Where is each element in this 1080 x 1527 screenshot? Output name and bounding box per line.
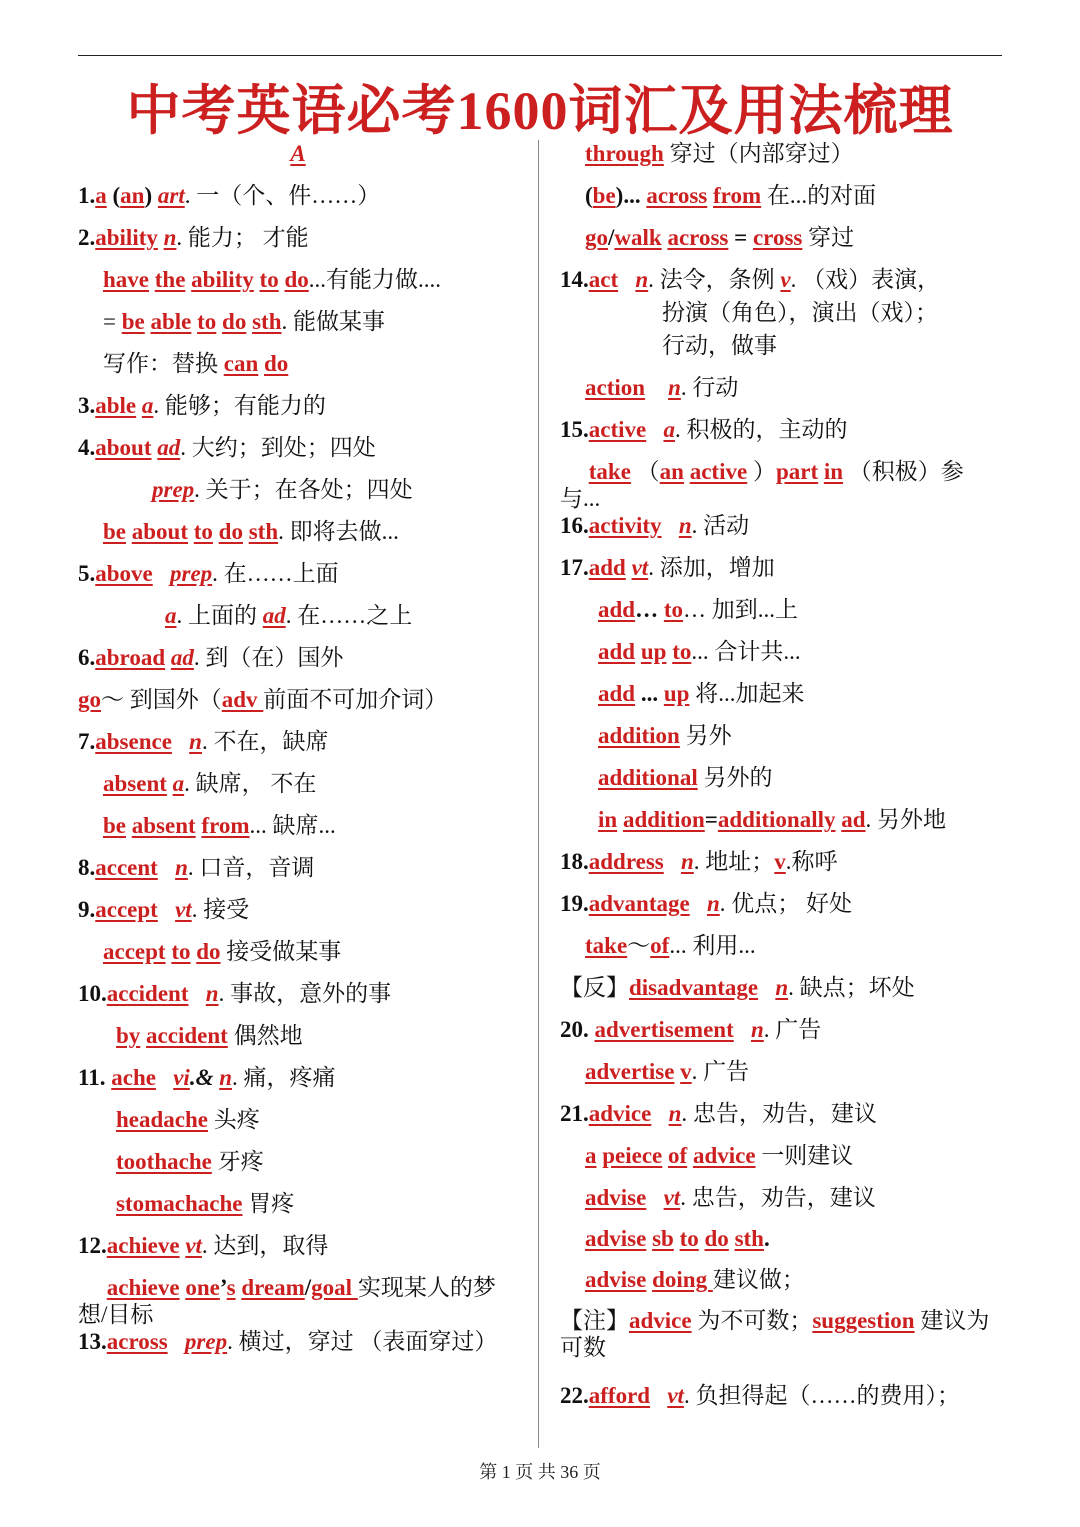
entry-4-prep: prep. 关于；在各处；四处 [152,477,413,502]
entry-4: 4.about ad. 大约；到处；四处 [78,435,376,460]
phrase-across-from: (be)... across from 在...的对面 [585,183,877,208]
section-heading-a: A [290,141,306,166]
right-column [560,140,1000,1424]
entry-15: 15.active a. 积极的，主动的 [560,417,848,442]
word-additional: additional 另外的 [598,765,773,790]
phrase-accept-to-do: accept to do 接受做某事 [103,939,342,964]
entry-18: 18.address n. 地址；v.称呼 [560,849,838,874]
word-action: action n. 行动 [585,375,739,400]
phrase-advise-sb: advise sb to do sth. [585,1226,770,1251]
entry-16: 16.activity n. 活动 [560,513,750,538]
phrase-have-ability: have the ability to do...有能力做.... [103,267,442,292]
phrase-be-able: = be able to do sth. 能做某事 [103,309,385,334]
entry-8: 8.accent n. 口音，音调 [78,855,315,880]
column-divider [538,140,539,1448]
entry-6: 6.abroad ad. 到（在）国外 [78,645,344,670]
entry-19: 19.advantage n. 优点； 好处 [560,891,852,916]
entry-1: 1.a (an) art. 一（个、件……） [78,183,381,208]
phrase-add-up: add ... up 将...加起来 [598,681,805,706]
phrase-take-advantage-of: take～of... 利用... [585,933,756,958]
entry-12: 12.achieve vt. 达到，取得 [78,1233,329,1258]
phrase-be-absent: be absent from... 缺席... [103,813,336,838]
antonym-disadvantage: 【反】disadvantage n. 缺点；坏处 [560,975,915,1000]
entry-7: 7.absence n. 不在，缺席 [78,729,329,754]
phrase-go-across: go/walk across = cross 穿过 [585,225,855,250]
entry-11: 11. ache vi.& n. 痛，疼痛 [78,1065,336,1090]
left-column [78,140,518,1370]
entry-13: 13.across prep. 横过，穿过 （表面穿过） [78,1329,498,1354]
word-advise: advise vt. 忠告，劝告，建议 [585,1185,876,1210]
phrase-be-about: be about to do sth. 即将去做... [103,519,399,544]
entry-14-cont-1: 扮演（角色），演出（戏）； [662,300,938,325]
word-advertise: advertise v. 广告 [585,1059,750,1084]
top-rule [78,55,1002,56]
entry-22: 22.afford vt. 负担得起（……的费用）； [560,1383,960,1408]
entry-14: 14.act n. 法令，条例 v. （戏）表演， [560,267,941,292]
word-headache: headache 头疼 [116,1107,260,1132]
phrase-by-accident: by accident 偶然地 [116,1023,303,1048]
word-addition: addition 另外 [598,723,732,748]
entry-9: 9.accept vt. 接受 [78,897,250,922]
phrase-in-addition: in addition=additionally ad. 另外地 [598,807,947,832]
entry-10: 10.accident n. 事故，意外的事 [78,981,392,1006]
phrase-add-up-to: add up to... 合计共... [598,639,801,664]
word-stomachache: stomachache 胃疼 [116,1191,295,1216]
phrase-go-abroad: go～ 到国外（adv 前面不可加介词） [78,687,448,712]
phrase-piece-of-advice: a peiece of advice 一则建议 [585,1143,854,1168]
entry-2: 2.ability n. 能力； 才能 [78,225,309,250]
word-toothache: toothache 牙疼 [116,1149,264,1174]
word-through: through 穿过（内部穿过） [585,141,854,166]
page-footer: 第 1 页 共 36 页 [479,1462,601,1482]
entry-17: 17.add vt. 添加，增加 [560,555,775,580]
note-advice: 【注】advice 为不可数；suggestion 建议为可数 [560,1308,990,1360]
entry-3: 3.able a. 能够；有能力的 [78,393,326,418]
phrase-achieve-dream: achieve one’s dream/goal 实现某人的梦想/目标 [78,1275,496,1327]
entry-14-cont-2: 行动，做事 [662,333,777,358]
entry-5: 5.above prep. 在……上面 [78,561,339,586]
phrase-add-to: add… to… 加到...上 [598,597,799,622]
entry-20: 20. advertisement n. 广告 [560,1017,822,1042]
phrase-advise-doing: advise doing 建议做； [585,1267,805,1292]
phrase-take-part-in: take （an active ）part in （积极）参与... [560,459,964,511]
entry-5-adj: a. 上面的 ad. 在……之上 [165,603,413,628]
entry-21: 21.advice n. 忠告，劝告，建议 [560,1101,877,1126]
word-absent: absent a. 缺席， 不在 [103,771,317,796]
writing-tip: 写作：替换 can do [103,351,289,376]
page-title: 中考英语必考1600词汇及用法梳理 [126,81,954,141]
